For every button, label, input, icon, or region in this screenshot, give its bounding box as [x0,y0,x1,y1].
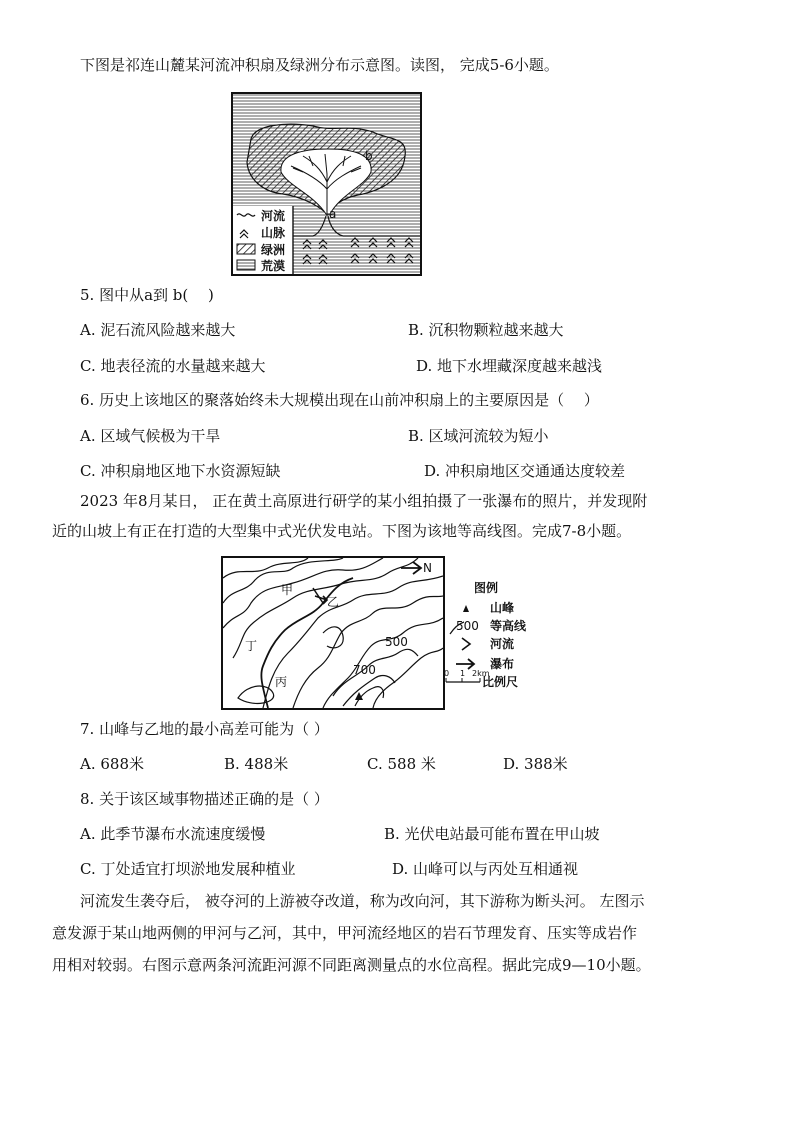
north-label: N [423,561,432,575]
contour-label-500: 500 [385,635,408,649]
legend-scale: 比例尺 [482,675,519,689]
legend-title: 图例 [474,581,499,595]
intro-text-3-line2: 意发源于某山地两侧的甲河与乙河，其中，甲河流经地区的岩石节理发育、压实等成岩作 [52,924,638,942]
oasis-legend-icon [237,244,255,254]
peak-legend-icon [463,605,469,612]
q5-option-a: A. 泥石流风险越来越大 [80,321,236,339]
north-arrow-icon [401,562,421,574]
scale-tick-2: 2km [472,669,490,678]
legend-desert: 荒漠 [261,259,286,273]
legend-contour-value: 500 [456,619,479,633]
desert-legend-icon [237,260,255,270]
q6-stem: 6. 历史上该地区的聚落始终未大规模出现在山前冲积扇上的主要原因是（ ） [80,391,599,409]
q5-option-d: D. 地下水埋藏深度越来越浅 [416,357,603,375]
legend-river: 河流 [261,209,286,223]
q8-option-b: B. 光伏电站最可能布置在甲山坡 [384,825,600,843]
q7-stem: 7. 山峰与乙地的最小高差可能为（ ） [80,720,329,738]
legend-mountain: 山脉 [261,226,286,240]
q8-stem: 8. 关于该区域事物描述正确的是（ ） [80,790,329,808]
scale-tick-1: 1 [460,669,466,678]
q6-option-c: C. 冲积扇地区地下水资源短缺 [80,462,281,480]
alluvial-fan-figure [231,92,422,276]
q8-option-a: A. 此季节瀑布水流速度缓慢 [80,825,266,843]
intro-text-3-line1: 河流发生袭夺后， 被夺河的上游被夺改道，称为改向河，其下游称为断头河。 左图示 [80,892,645,910]
q6-option-d: D. 冲积扇地区交通通达度较差 [424,462,626,480]
river-legend-icon-2 [462,638,470,650]
q7-option-a: A. 688米 [80,755,144,773]
q7-option-b: B. 488米 [224,755,289,773]
q5-option-b: B. 沉积物颗粒越来越大 [408,321,564,339]
contour-label-700: 700 [353,663,376,677]
place-ding: 丁 [245,639,258,653]
legend-waterfall: 瀑布 [490,657,515,671]
q5-option-c: C. 地表径流的水量越来越大 [80,357,266,375]
fan-label-a: a [329,207,337,221]
q7-option-d: D. 388米 [503,755,568,773]
intro-text-3-line3: 用相对较弱。右图示意两条河流距河源不同距离测量点的水位高程。据此完成9—10小题。 [52,956,651,974]
q8-option-c: C. 丁处适宜打坝淤地发展种植业 [80,860,296,878]
q6-option-b: B. 区域河流较为短小 [408,427,549,445]
contour-map-figure [221,556,445,710]
legend-oasis: 绿洲 [261,243,286,257]
intro-text-2-line1: 2023 年8月某日， 正在黄土高原进行研学的某小组拍摄了一张瀑布的照片，并发现附 [80,492,648,510]
fan-label-b: b [365,149,373,163]
scale-tick-0: 0 [444,669,450,678]
place-jia: 甲 [281,583,294,597]
q5-stem: 5. 图中从a到 b( ) [80,286,214,304]
intro-text-1: 下图是祁连山麓某河流冲积扇及绿洲分布示意图。读图， 完成5-6小题。 [80,56,559,74]
q8-option-d: D. 山峰可以与丙处互相通视 [392,860,579,878]
legend-contour: 等高线 [490,619,527,633]
intro-text-2-line2: 近的山坡上有正在打造的大型集中式光伏发电站。下图为该地等高线图。完成7-8小题。 [52,522,632,540]
legend-river-2: 河流 [490,637,515,651]
place-yi: 乙 [327,595,340,609]
place-bing: 丙 [275,675,288,689]
q6-option-a: A. 区域气候极为干旱 [80,427,221,445]
legend-peak: 山峰 [490,601,515,615]
waterfall-legend-icon [456,659,474,669]
q7-option-c: C. 588 米 [367,755,436,773]
contour-map-legend [444,578,554,708]
